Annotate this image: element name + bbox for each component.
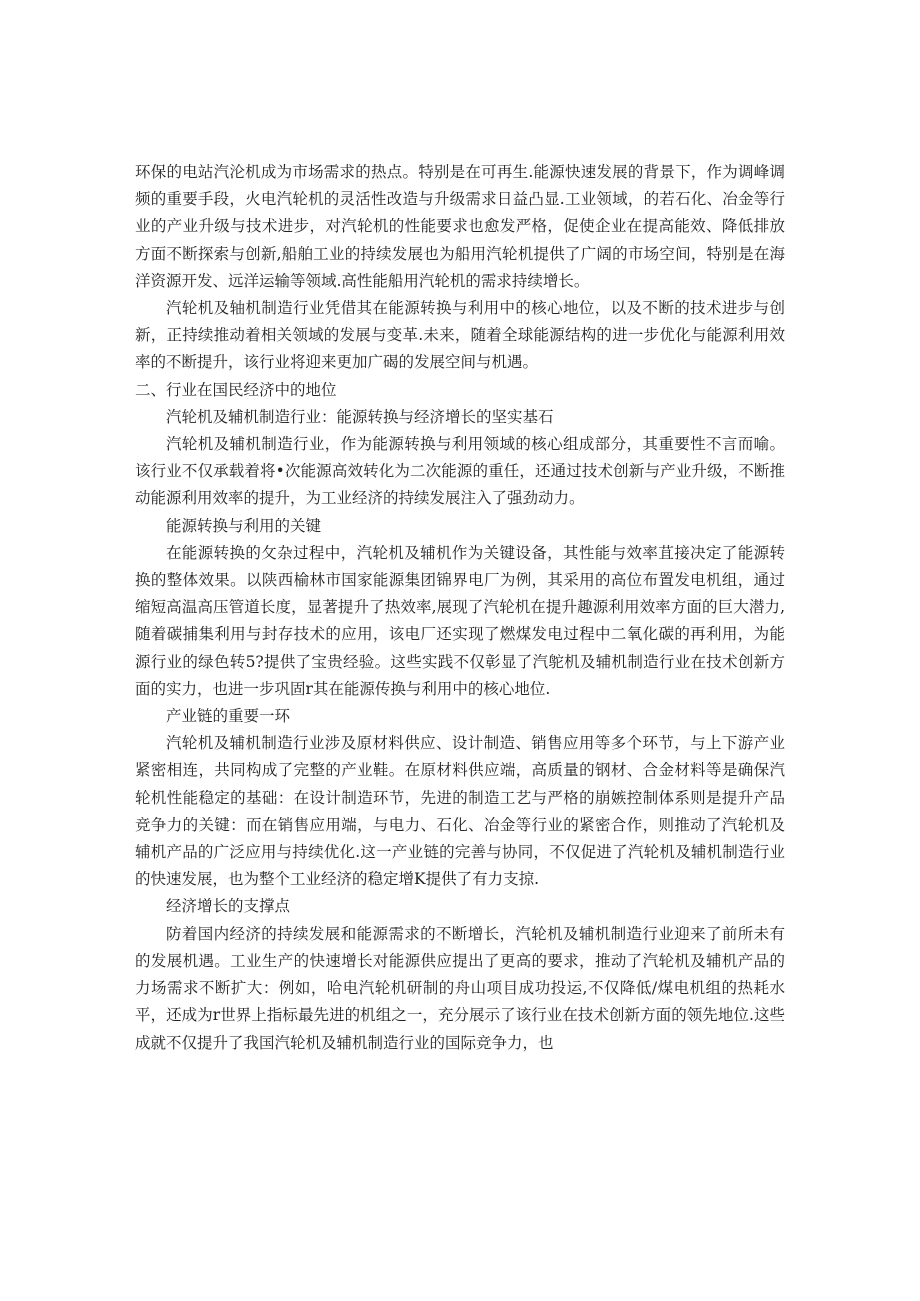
document-page — [135, 159, 785, 1057]
paragraph-core-role: 汽轮机及辅机制造行业，作为能源转换与利用领域的核心组成部分，其重要性不言而喻。该行业不仅承载着将•次能源高效转化为二次能源的重任，还通过技术创新与产业升级，不断推动能源利用效率的提升，为工业经济的持续发展注入了强劲动力。 — [135, 435, 785, 508]
paragraph-industry-outlook: 汽轮机及轴机制造行业凭借其在能源转换与利用中的核心地位，以及不断的技术进步与创新，正持续推动着相关领域的发展与变革.未来，随着全球能源结构的进一步优化与能源利用效率的不断提升，该行业将迎来更加广碣的发展空间与机遇。 — [135, 299, 785, 372]
subheading-industry-chain: 产业链的重要一环 — [166, 707, 291, 726]
subheading-economic-growth: 经济增长的支撑点 — [166, 897, 291, 916]
paragraph-economic-growth: 防着国内经济的持续发展和能源需求的不断增长，汽轮机及辅机制造行业迎来了前所未有的发展机遇。工业生产的快速增长对能源供应提出了更高的要求，推动了汽轮机及辅机产品的力场需求不断扩大：例如，哈电汽轮机研制的舟山项目成功投运,不仅降低/煤电机组的热耗水平，还成为r世界上指标最先进的机组之一，充分展示了该行业在技术创新方面的领先地位.这些成就不仅提升了我国汽轮机及辅机制造行业的国际竞争力，也 — [135, 924, 785, 1052]
subheading-energy-conversion: 能源转换与利用的关键 — [166, 516, 322, 535]
section-title: 二、行业在国民经济中的地位 — [135, 380, 337, 399]
paragraph-energy-conversion: 在能源转换的攵杂过程中，汽轮机及辅机作为关键设备，其性能与效率苴接决定了能源转换的整体效果。以陕西榆林市国家能源集团锦界电厂为例，其采用的高位布置发电机组，通过缩短高温高压管道长度，显著提升了热效率,展现了汽轮机在提升趣源利用效率方面的巨大潜力,随着碳捕集利用与封存技术的应用，该电厂还实现了燃煤发电过程中二氧化碳的再利用，为能源行业的绿色转5?提供了宝贵经验。这些实践不仅彰显了汽鸵机及辅机制造行业在技术创新方面的实力，也进一步巩固r其在能源传换与利用中的核心地位. — [135, 543, 785, 698]
paragraph-industry-chain: 汽轮机及辅机制造行业涉及原材料供应、设计制造、销售应用等多个环节，与上下游产业紧密相连，共同构成了完整的产业鞋。在原材料供应端，高质量的钢材、合金材料等是确保汽轮机性能稳定的基础：在设计制造环节，先进的制造工艺与严格的崩嫉控制体系则是提升产品竞争力的关键：而在销售应用端，与电力、石化、冶金等行业的紧密合作，则推动了汽轮机及辅机产品的广泛应用与持续优化.这一产业链的完善与协同，不仅促进了汽轮机及辅机制造行业的快速发展，也为整个工业经济的稳定增K提供了有力支掠. — [135, 734, 785, 889]
subheading-foundation: 汽轮机及辅机制造行业：能源转换与经济增长的坚实基石 — [166, 407, 554, 426]
paragraph-continuation: 环保的电站汽沦机成为市场需求的热点。特别是在可再生.能源快速发展的背景下，作为调峰调频的重要手段，火电汽轮机的灵活性改造与升级需求日益凸显.工业领域，的若石化、冶金等行业的产业升级与技术进步，对汽轮机的性能要求也愈发严格，促使企业在提高能效、降低排放方面不断探索与创新,船舶工业的持续发展也为船用汽轮机提供了广阔的市场空间，特别是在海洋资源开发、远洋运输等领域.高性能船用汽轮机的需求持续增长。 — [135, 163, 785, 290]
